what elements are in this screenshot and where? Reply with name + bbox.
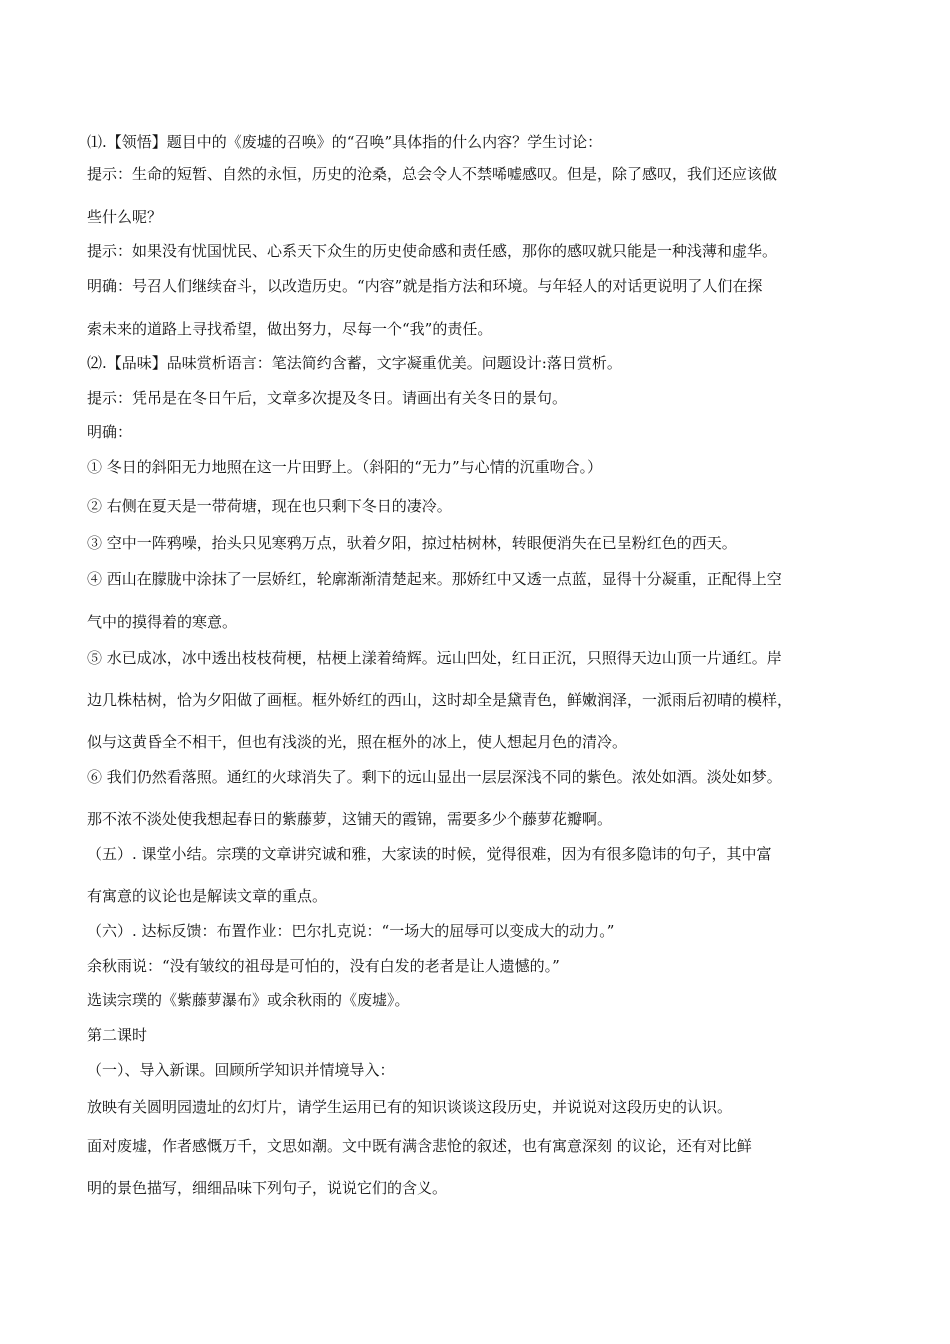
paragraph-line: ① 冬日的斜阳无力地照在这一片田野上。（斜阳的“无力”与心情的沉重吻合。）: [87, 458, 603, 476]
paragraph-line: 提示：生命的短暂、自然的永恒，历史的沧桑，总会令人不禁唏嘘感叹。但是，除了感叹，我们还应该做: [87, 165, 778, 183]
paragraph-line: 明的景色描写，细细品味下列句子，说说它们的含义。: [87, 1179, 448, 1197]
paragraph-line: 明确：号召人们继续奋斗，以改造历史。“内容”就是指方法和环境。与年轻人的对话更说明了人们在探: [87, 277, 763, 295]
paragraph-line: 似与这黄昏全不相干，但也有浅淡的光，照在框外的冰上，使人想起月色的清冷。: [87, 733, 628, 751]
paragraph-line: ⑤ 水已成冰，冰中透出枝枝荷梗，枯梗上漾着绮辉。远山凹处，红日正沉，只照得天边山顶一片通红。岸: [87, 649, 782, 667]
paragraph-line: （一）、导入新课。回顾所学知识并情境导入：: [87, 1061, 395, 1079]
paragraph-line: ② 右侧在夏天是一带荷塘，现在也只剩下冬日的凄冷。: [87, 497, 452, 515]
paragraph-line: 提示：如果没有忧国忧民、心系天下众生的历史使命感和责任感，那你的感叹就只能是一种浅薄和虚华。: [87, 242, 778, 260]
paragraph-line: ⑴.【领悟】题目中的《废墟的召唤》的“召唤”具体指的什么内容？学生讨论：: [87, 133, 603, 151]
paragraph-line: 气中的摸得着的寒意。: [87, 613, 238, 631]
paragraph-line: 索未来的道路上寻找希望，做出努力，尽每一个“我”的责任。: [87, 320, 493, 338]
paragraph-line: 有寓意的议论也是解读文章的重点。: [87, 887, 328, 905]
section-heading: 第二课时: [87, 1026, 148, 1044]
paragraph-line: 余秋雨说：“没有皱纹的祖母是可怕的，没有白发的老者是让人遗憾的。”: [87, 957, 560, 975]
paragraph-line: 面对废墟，作者感慨万千，文思如潮。文中既有满含悲怆的叙述，也有寓意深刻 的议论，还有对比鲜: [87, 1137, 752, 1155]
paragraph-line: 明确：: [87, 423, 133, 441]
paragraph-line: 放映有关圆明园遗址的幻灯片，请学生运用已有的知识谈谈这段历史，并说说对这段历史的认识。: [87, 1098, 733, 1116]
paragraph-line: 边几株枯树，恰为夕阳做了画框。框外娇红的西山，这时却全是黛青色，鲜嫩润泽，一派雨后初晴的模样，: [87, 691, 793, 709]
paragraph-line: （五）. 课堂小结。宗璞的文章讲究诚和雅，大家读的时候，觉得很难，因为有很多隐讳的句子，其中富: [87, 845, 772, 863]
paragraph-line: 那不浓不淡处使我想起春日的紫藤萝，这铺天的霞锦，需要多少个藤萝花瓣啊。: [87, 810, 613, 828]
paragraph-line: ⑵.【品味】品味赏析语言：笔法简约含蓄，文字凝重优美。问题设计:落日赏析。: [87, 354, 622, 372]
paragraph-line: 些什么呢？: [87, 208, 163, 226]
paragraph-line: 选读宗璞的《紫藤萝瀑布》或余秋雨的《废墟》。: [87, 991, 410, 1009]
paragraph-line: ④ 西山在朦胧中涂抹了一层娇红，轮廓渐渐清楚起来。那娇红中又透一点蓝，显得十分凝重，正配得上空: [87, 570, 782, 588]
paragraph-line: （六）. 达标反馈：布置作业：巴尔扎克说：“一场大的屈辱可以变成大的动力。”: [87, 922, 615, 940]
paragraph-line: ⑥ 我们仍然看落照。通红的火球消失了。剩下的远山显出一层层深浅不同的紫色。浓处如酒。淡处如梦。: [87, 768, 782, 786]
paragraph-line: ③ 空中一阵鸦噪，抬头只见寒鸦万点，驮着夕阳，掠过枯树林，转眼便消失在已呈粉红色的西天。: [87, 534, 737, 552]
paragraph-line: 提示：凭吊是在冬日午后，文章多次提及冬日。请画出有关冬日的景句。: [87, 389, 568, 407]
